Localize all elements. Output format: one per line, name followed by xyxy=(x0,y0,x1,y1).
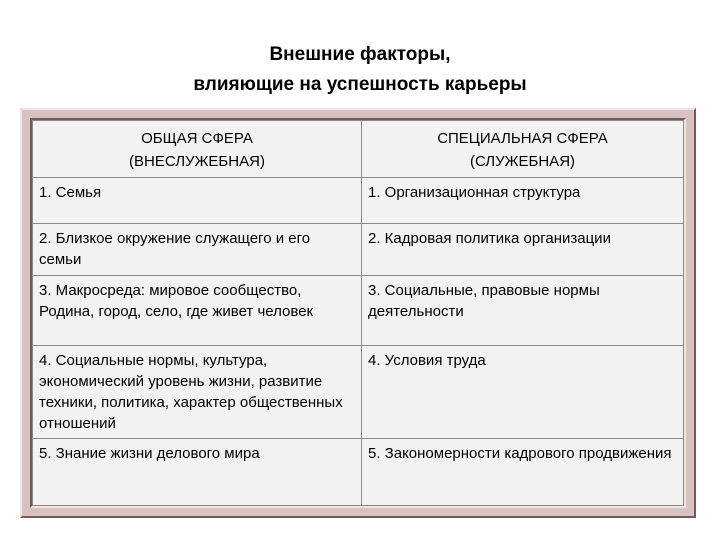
header-special-line-2: (СЛУЖЕБНАЯ) xyxy=(469,153,576,170)
table-row xyxy=(33,276,684,346)
table-frame-inner xyxy=(30,118,686,508)
cell-special: 3. Социальные, правовые нормы деятельности xyxy=(362,276,684,346)
cell-general: 1. Семья xyxy=(33,178,362,224)
title-line-1: Внешние факторы, xyxy=(269,44,451,65)
table-header-row xyxy=(33,121,684,178)
cell-general: 4. Социальные нормы, культура, экономический уровень жизни, развитие техники, политика, характер общественных отношений xyxy=(33,346,362,439)
header-general-sphere xyxy=(33,121,362,178)
table-row xyxy=(33,346,684,439)
header-general-line-1: ОБЩАЯ СФЕРА xyxy=(141,130,253,147)
title-line-2: влияющие на успешность карьеры xyxy=(193,74,527,95)
table-row xyxy=(33,439,684,506)
table-frame xyxy=(20,108,696,518)
table-row xyxy=(33,178,684,224)
cell-general: 3. Макросреда: мировое сообщество, Родина, город, село, где живет человек xyxy=(33,276,362,346)
header-general-line-2: (ВНЕСЛУЖЕБНАЯ) xyxy=(129,153,265,170)
cell-special: 2. Кадровая политика организации xyxy=(362,224,684,276)
cell-general: 5. Знание жизни делового мира xyxy=(33,439,362,506)
header-special-line-1: СПЕЦИАЛЬНАЯ СФЕРА xyxy=(437,130,608,147)
cell-special: 1. Организационная структура xyxy=(362,178,684,224)
table-row xyxy=(33,224,684,276)
cell-special: 4. Условия труда xyxy=(362,346,684,439)
cell-general: 2. Близкое окружение служащего и его семьи xyxy=(33,224,362,276)
page-title xyxy=(0,40,720,100)
factors-table xyxy=(32,120,684,506)
header-special-sphere xyxy=(362,121,684,178)
cell-special: 5. Закономерности кадрового продвижения xyxy=(362,439,684,506)
